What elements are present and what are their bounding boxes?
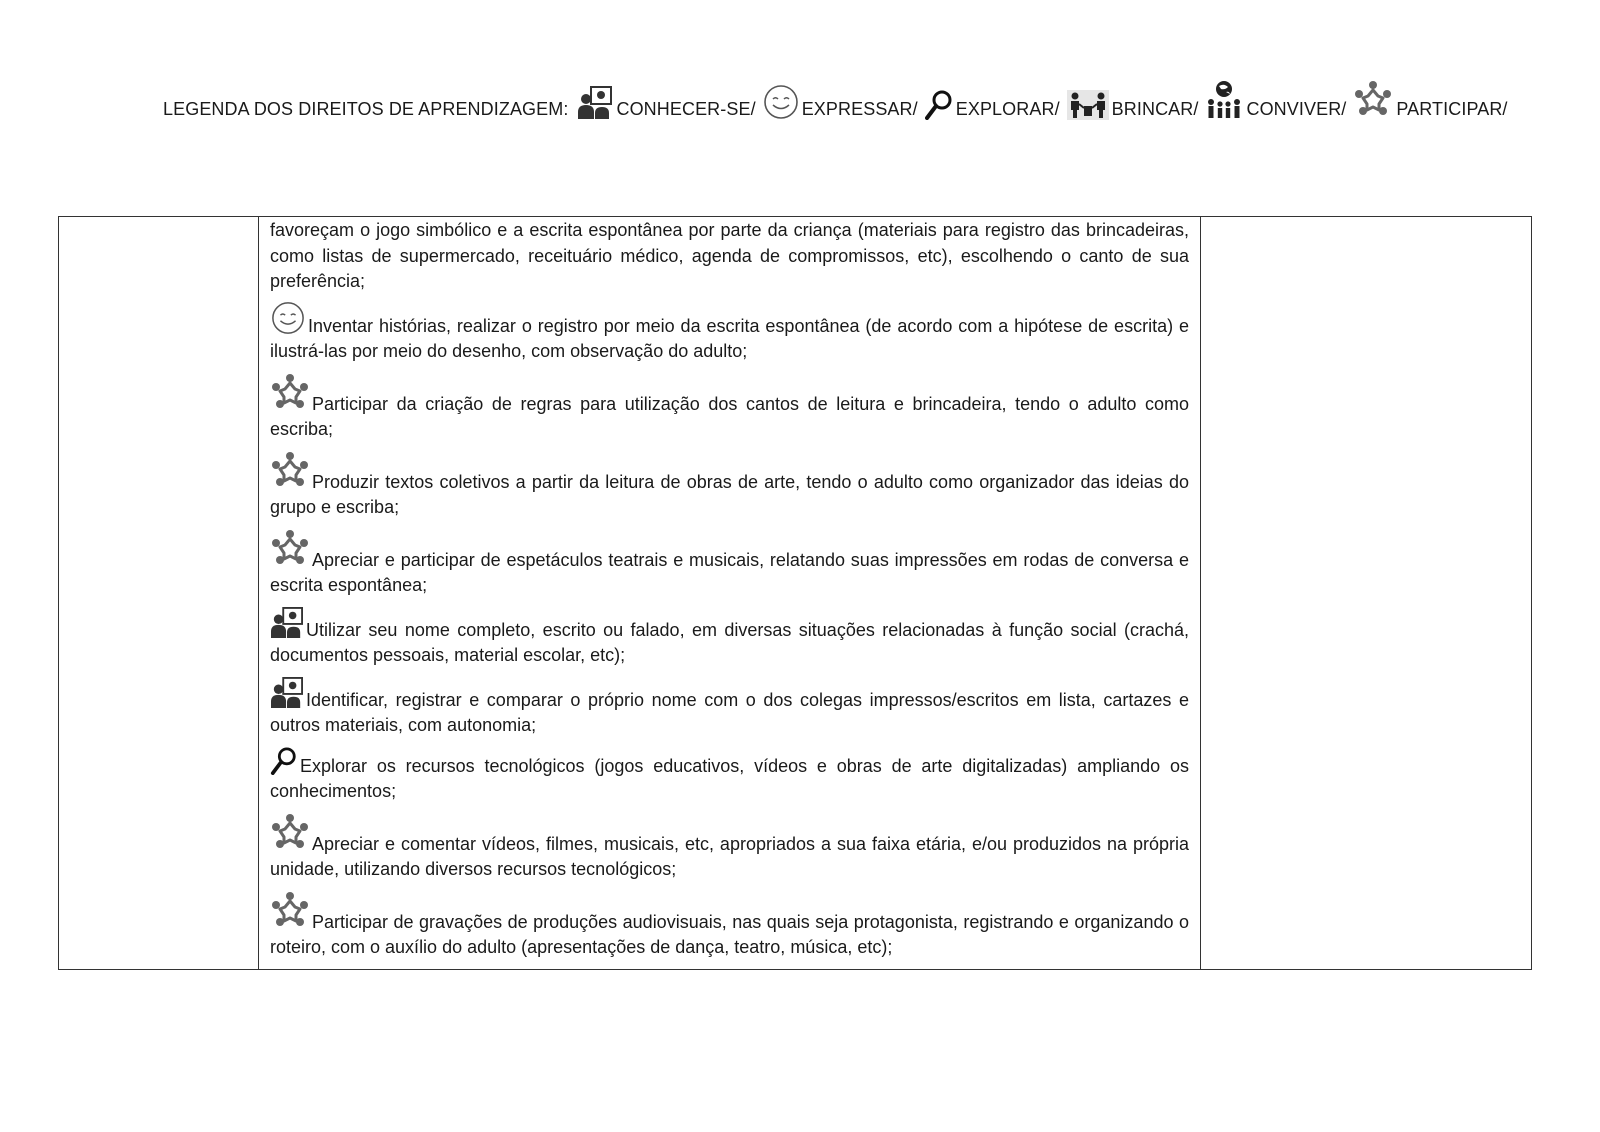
participation-circle-icon	[270, 373, 310, 413]
legend-item-conhecer	[577, 86, 755, 120]
people-board-icon	[270, 677, 304, 709]
people-board-icon	[270, 607, 304, 639]
participation-circle-icon	[270, 891, 310, 931]
participation-circle-icon	[270, 529, 310, 569]
activity-item	[270, 891, 1189, 961]
legend-label: PARTICIPAR/	[1396, 99, 1508, 119]
smiley-icon	[270, 301, 306, 335]
activity-item	[270, 607, 1189, 669]
activity-item	[270, 451, 1189, 521]
legend-label: CONHECER-SE/	[616, 99, 756, 119]
activity-item	[270, 747, 1189, 805]
legend-item-conviver	[1205, 80, 1346, 120]
activity-text: Inventar histórias, realizar o registro por meio da escrita espontânea (de acordo com a hipótese de escrita) e ilustrá-las por meio do desenho, com observação do adulto;	[270, 315, 1189, 361]
magnifier-icon	[925, 90, 953, 120]
legend-label: BRINCAR/	[1111, 99, 1199, 119]
activity-item	[270, 813, 1189, 883]
legend-title: LEGENDA DOS DIREITOS DE APRENDIZAGEM:	[163, 99, 569, 119]
table-cell-right	[1201, 217, 1532, 970]
magnifier-icon	[270, 747, 298, 775]
activity-text: Identificar, registrar e comparar o próprio nome com o dos colegas impressos/escritos em lista, cartazes e outros materiais, com autonomia;	[270, 689, 1189, 735]
table-row	[59, 217, 1532, 970]
playing-children-icon	[1067, 90, 1109, 120]
activity-item	[270, 373, 1189, 443]
activity-text: Utilizar seu nome completo, escrito ou falado, em diversas situações relacionadas à função social (crachá, documentos pessoais, material escolar, etc);	[270, 619, 1189, 665]
activity-item	[270, 677, 1189, 739]
activity-text: Produzir textos coletivos a partir da leitura de obras de arte, tendo o adulto como organizador das ideias do grupo e escriba;	[270, 471, 1189, 517]
family-globe-icon	[1205, 80, 1243, 120]
table-cell-activities	[259, 217, 1201, 970]
legend-item-brincar	[1067, 90, 1199, 120]
activity-text: Participar de gravações de produções audiovisuais, nas quais seja protagonista, registrando e organizando o roteiro, com o auxílio do adulto (apresentações de dança, teatro, música, etc);	[270, 911, 1189, 957]
legend-label: EXPRESSAR/	[801, 99, 918, 119]
legend-item-explorar	[925, 90, 1060, 120]
activity-text: Explorar os recursos tecnológicos (jogos educativos, vídeos e obras de arte digitalizadas) ampliando os conhecimentos;	[270, 755, 1189, 801]
participation-circle-icon	[270, 451, 310, 491]
people-board-icon	[577, 86, 613, 120]
activity-text: Participar da criação de regras para utilização dos cantos de leitura e brincadeira, tendo o adulto como escriba;	[270, 393, 1189, 439]
legend-item-participar	[1353, 80, 1507, 120]
activity-text: Apreciar e comentar vídeos, filmes, musicais, etc, apropriados a sua faixa etária, e/ou produzidos na própria unidade, utilizando diversos recursos tecnológicos;	[270, 833, 1189, 879]
table-cell-left	[59, 217, 259, 970]
activity-item	[270, 301, 1189, 365]
content-table	[58, 216, 1532, 970]
activity-item	[270, 529, 1189, 599]
participation-circle-icon	[1353, 80, 1393, 120]
activity-text: Apreciar e participar de espetáculos teatrais e musicais, relatando suas impressões em rodas de conversa e escrita espontânea;	[270, 549, 1189, 595]
continuation-text: favoreçam o jogo simbólico e a escrita espontânea por parte da criança (materiais para registro das brincadeiras, como listas de supermercado, receituário médico, agenda de compromissos, etc), escolhendo o canto de sua preferência;	[270, 220, 1189, 291]
legend-item-expressar	[763, 84, 918, 120]
participation-circle-icon	[270, 813, 310, 853]
legend-label: EXPLORAR/	[955, 99, 1060, 119]
rights-legend	[163, 64, 1508, 120]
smiley-icon	[763, 84, 799, 120]
legend-label: CONVIVER/	[1246, 99, 1347, 119]
